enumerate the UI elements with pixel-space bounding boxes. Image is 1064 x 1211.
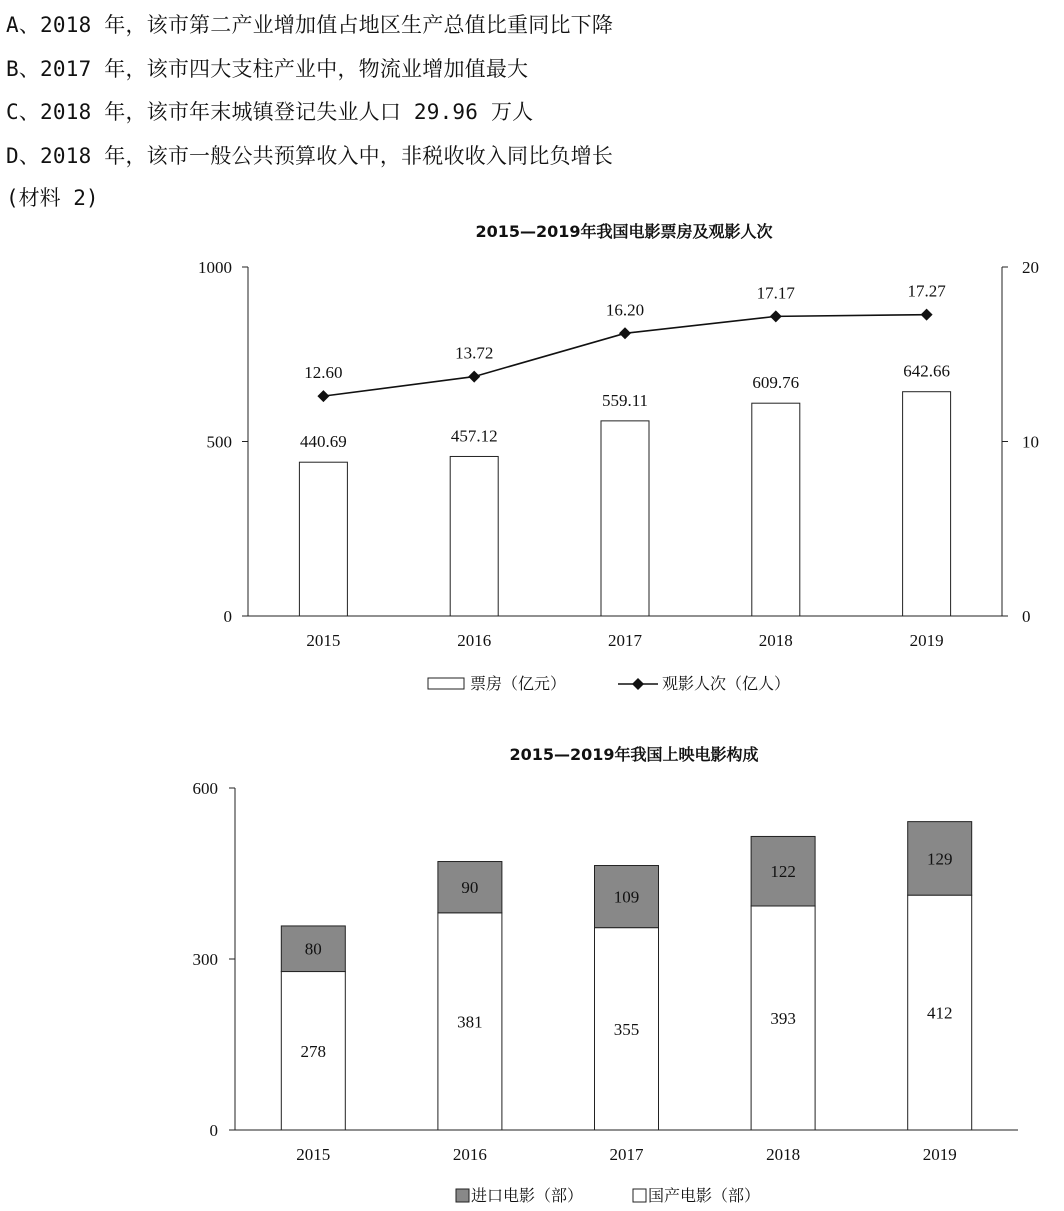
bar-data-label: 642.66: [903, 361, 950, 381]
x-tick-label: 2018: [766, 1145, 801, 1164]
import-data-label: 90: [461, 878, 479, 898]
domestic-data-label: 412: [926, 1003, 953, 1023]
y-tick-label-left: 0: [223, 607, 232, 626]
y-tick-label-right: 20: [1022, 258, 1039, 277]
box-office-bar: [450, 456, 498, 616]
domestic-data-label: 393: [770, 1008, 796, 1028]
x-tick-label: 2015: [306, 631, 341, 650]
attendance-point: [468, 371, 480, 383]
legend-line-marker: [632, 678, 644, 690]
import-data-label: 80: [304, 939, 322, 959]
box-office-bar: [601, 421, 649, 616]
import-data-label: 109: [613, 887, 640, 907]
bar-data-label: 457.12: [450, 426, 498, 446]
import-data-label: 129: [926, 849, 953, 869]
line-data-label: 16.20: [605, 300, 645, 320]
attendance-point: [317, 390, 329, 402]
y-tick-label-left: 500: [206, 432, 232, 452]
line-data-label: 17.27: [907, 281, 946, 301]
bar-data-label: 559.11: [601, 390, 649, 410]
x-tick-label: 2017: [609, 1145, 644, 1164]
y-tick-label: 0: [209, 1121, 218, 1140]
film-composition-chart: [0, 740, 1064, 1211]
attendance-point: [770, 310, 782, 322]
attendance-line: [323, 315, 926, 396]
legend-bar-swatch: [428, 678, 464, 689]
box-office-bar: [299, 462, 347, 616]
line-data-label: 13.72: [455, 343, 494, 363]
chart-title: 2015—2019年我国电影票房及观影人次: [475, 222, 773, 241]
bar-data-label: 440.69: [300, 432, 347, 452]
line-data-label: 17.17: [756, 283, 795, 303]
box-office-bar: [903, 392, 951, 616]
option-d: D、2018 年，该市一般公共预算收入中，非税收收入同比负增长: [6, 143, 614, 168]
legend-domestic-swatch: [633, 1189, 646, 1202]
x-tick-label: 2018: [758, 631, 793, 650]
x-tick-label: 2016: [457, 631, 492, 650]
box-office-bar: [752, 403, 800, 616]
bar-data-label: 609.76: [752, 373, 800, 393]
x-tick-label: 2015: [296, 1145, 331, 1164]
chart-title: 2015—2019年我国上映电影构成: [509, 745, 759, 764]
x-tick-label: 2017: [608, 631, 642, 650]
legend-import-label: 进口电影（部）: [471, 1186, 584, 1205]
y-tick-label-right: 10: [1022, 432, 1039, 452]
attendance-point: [921, 309, 933, 321]
box-office-chart: [0, 215, 1064, 705]
legend-import-swatch: [456, 1189, 469, 1202]
option-b: B、2017 年，该市四大支柱产业中，物流业增加值最大: [6, 56, 529, 81]
x-tick-label: 2019: [909, 631, 944, 650]
question-options: [6, 4, 613, 218]
domestic-data-label: 381: [457, 1012, 483, 1032]
x-tick-label: 2019: [922, 1145, 957, 1164]
attendance-point: [619, 327, 631, 339]
y-tick-label: 300: [192, 950, 218, 969]
domestic-data-label: 355: [613, 1019, 640, 1039]
x-tick-label: 2016: [452, 1145, 487, 1164]
legend-line-label: 观影人次（亿人）: [662, 674, 791, 693]
domestic-data-label: 278: [300, 1041, 327, 1061]
option-a: A、2018 年，该市第二产业增加值占地区生产总值比重同比下降: [6, 13, 614, 37]
material-label: (材料 2): [6, 186, 99, 210]
import-data-label: 122: [770, 862, 796, 882]
y-tick-label: 600: [192, 779, 218, 798]
y-tick-label-left: 1000: [198, 258, 232, 277]
y-tick-label-right: 0: [1022, 607, 1031, 626]
line-data-label: 12.60: [304, 363, 343, 383]
legend-domestic-label: 国产电影（部）: [648, 1186, 761, 1205]
option-c: C、2018 年，该市年末城镇登记失业人口 29.96 万人: [6, 100, 534, 124]
legend-bar-label: 票房（亿元）: [470, 674, 567, 693]
